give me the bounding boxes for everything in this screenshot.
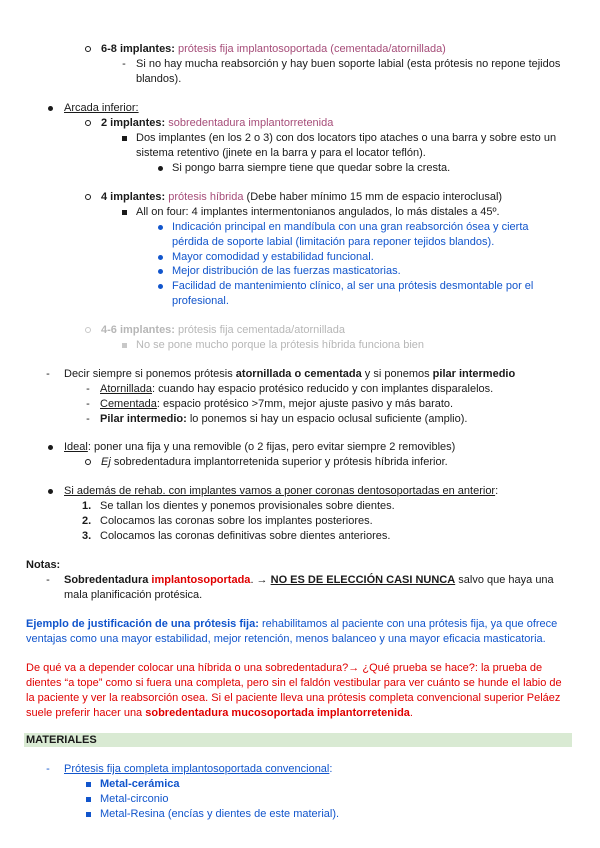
salvo-que-text: salvo que haya una (458, 574, 554, 586)
circle-bullet-icon (82, 116, 94, 131)
all-on-four-text: All on four: 4 implantes intermentonianos angulados, lo más distales a 45º. (136, 206, 500, 218)
dot-bullet-icon (44, 101, 56, 116)
ideal-head: Ideal (64, 441, 88, 453)
dot-bullet-icon (154, 250, 166, 265)
dos-implantes-line1: Dos implantes (en los 2 o 3) con dos locators tipo ataches o una barra y sobre esto un (136, 132, 557, 144)
step-text: Colocamos las coronas definitivas sobre dientes anteriores. (100, 530, 391, 542)
red-paragraph-line3: la paciente y ver la reabsorción osea. Si el paciente lleva una prótesis completa convencional superior Peláez (26, 692, 561, 704)
implantes-2-line (101, 116, 333, 131)
indicacion-principal-line2: pérdida de soporte labial (limitación para reponer tejidos blandos). (172, 236, 495, 248)
si-ademas-colon: : (495, 485, 499, 497)
cementada-head: Cementada (100, 398, 157, 410)
step-number: 1. (82, 500, 92, 512)
notas-line1 (64, 573, 554, 588)
implantes-2-head: 2 implantes: (101, 117, 166, 129)
material-item: Metal-cerámica (100, 778, 180, 790)
mayor-comodidad-text: Mayor comodidad y estabilidad funcional. (172, 251, 374, 263)
decir-siempre-line (64, 367, 515, 382)
arrow-text: . → (250, 574, 268, 586)
reabsorcion-note-line2: blandos). (136, 73, 182, 85)
square-bullet-icon (118, 131, 130, 146)
implantes-6-8-text: prótesis fija implantosoportada (cementada/atornillada) (178, 43, 446, 55)
notas-heading: Notas: (26, 559, 61, 571)
cementada-line (100, 397, 453, 412)
materiales-heading: MATERIALES (26, 734, 97, 746)
dot-bullet-icon (154, 161, 166, 176)
facilidad-mantenimiento-line2: profesional. (172, 295, 229, 307)
protesis-fija-link[interactable]: Prótesis fija completa implantosoportada convencional (64, 763, 330, 775)
espacio-interoclusal-text: (Debe haber mínimo 15 mm de espacio interoclusal) (246, 191, 503, 203)
dos-implantes-line2: sistema retentivo (jinete en la barra y para el locator teflón). (136, 147, 426, 159)
atornillada-line (100, 382, 493, 397)
ejemplo-line (101, 455, 448, 470)
step-number: 2. (82, 515, 92, 527)
implantes-4-6-head: 4-6 implantes: (101, 324, 175, 336)
implantosoportada-text: implantosoportada (151, 574, 251, 586)
dash-bullet-icon: - (46, 368, 50, 380)
facilidad-mantenimiento-line1: Facilidad de mantenimiento clínico, al ser una prótesis desmontable por el (172, 280, 534, 292)
ej-label: Ej (101, 456, 111, 468)
ej-text: sobredentadura implantorretenida superior y prótesis híbrida inferior. (110, 456, 448, 468)
dot-bullet-icon (44, 484, 56, 499)
arcada-inferior-heading: Arcada inferior: (64, 102, 139, 114)
si-ademas-line (64, 484, 498, 499)
ejemplo-justificacion-line1 (26, 617, 557, 632)
dash-bullet-icon: - (86, 383, 90, 395)
dot-bullet-icon (154, 279, 166, 294)
implantes-4-6-text: prótesis fija cementada/atornillada (178, 324, 345, 336)
circle-bullet-icon (82, 42, 94, 57)
square-bullet-icon (82, 792, 94, 807)
ideal-text: : poner una fija y una removible (o 2 fijas, pero evitar siempre 2 removibles) (87, 441, 456, 453)
circle-bullet-icon (82, 323, 94, 338)
dash-bullet-icon: - (86, 398, 90, 410)
protesis-fija-colon: : (329, 763, 333, 775)
pilar-intermedio-head: Pilar intermedio: (100, 413, 187, 425)
decir-siempre-text: Decir siempre si ponemos prótesis (64, 368, 233, 380)
circle-bullet-icon (82, 190, 94, 205)
implantes-4-6-line (101, 323, 345, 338)
period-text: . (409, 707, 413, 719)
ejemplo-justificacion-head: Ejemplo de justificación de una prótesis fija: (26, 618, 259, 630)
ideal-line (64, 440, 455, 455)
barra-cresta-note: Si pongo barra siempre tiene que quedar sobre la cresta. (172, 162, 451, 174)
sobredentadura-text: Sobredentadura (64, 574, 149, 586)
step-text: Se tallan los dientes y ponemos provisionales sobre dientes. (100, 500, 395, 512)
step-number: 3. (82, 530, 92, 542)
implantes-6-8-head: 6-8 implantes: (101, 43, 175, 55)
dot-bullet-icon (44, 440, 56, 455)
dot-bullet-icon (154, 264, 166, 279)
notas-line2: mala planificación protésica. (64, 589, 203, 601)
dot-bullet-icon (154, 220, 166, 235)
indicacion-principal-line1: Indicación principal en mandíbula con una gran reabsorción ósea y cierta (172, 221, 529, 233)
square-bullet-icon (82, 807, 94, 822)
atornillada-cementada-text: atornillada o cementada (235, 368, 362, 380)
no-es-de-eleccion-text: NO ES DE ELECCIÓN CASI NUNCA (270, 574, 456, 586)
implantes-4-line (101, 190, 502, 205)
hibrida-funciona-note: No se pone mucho porque la prótesis híbrida funciona bien (136, 339, 425, 351)
material-item: Metal-circonio (100, 793, 169, 805)
suele-preferir-text: suele preferir hacer una (26, 707, 143, 719)
y-si-ponemos-text: y si ponemos (364, 368, 430, 380)
square-bullet-icon (118, 205, 130, 220)
protesis-fija-link-line (64, 762, 332, 777)
atornillada-desc: : cuando hay espacio protésico reducido y con implantes disparalelos. (151, 383, 494, 395)
red-paragraph-line4 (26, 706, 413, 721)
square-bullet-icon (118, 338, 130, 353)
circle-bullet-icon (82, 455, 94, 470)
sobredentadura-mucosoportada-text: sobredentadura mucosoportada implantorretenida (145, 707, 410, 719)
ejemplo-justificacion-line2: ventajas como una mayor estabilidad, mejor retención, menos balanceo y una mayor eficacia masticatoria. (26, 633, 546, 645)
square-bullet-icon (82, 777, 94, 792)
protesis-hibrida-text: prótesis híbrida (168, 191, 244, 203)
material-item: Metal-Resina (encías y dientes de este material). (100, 808, 340, 820)
pilar-intermedio-text: pilar intermedio (432, 368, 516, 380)
atornillada-head: Atornillada (100, 383, 152, 395)
pilar-intermedio-desc: lo ponemos si hay un espacio oclusal suficiente (amplio). (189, 413, 468, 425)
implantes-6-8-line (101, 42, 446, 57)
dash-bullet-icon: - (122, 58, 126, 70)
cementada-desc: : espacio protésico >7mm, mejor ajuste pasivo y más barato. (156, 398, 454, 410)
red-paragraph-line1: De qué va a depender colocar una híbrida o una sobredentadura?→ ¿Qué prueba se hace?: la prueba de (26, 662, 543, 674)
red-paragraph-line2: dientes “a tope” como si fuera una completa, pero sin el faldón vestibular para ver cuánto se hunde el labio de (26, 677, 562, 689)
mejor-distribucion-text: Mejor distribución de las fuerzas masticatorias. (172, 265, 401, 277)
reabsorcion-note-line1: Si no hay mucha reabsorción y hay buen soporte labial (esta prótesis no repone tejidos (136, 58, 561, 70)
dash-bullet-icon: - (46, 763, 50, 775)
materiales-highlight-band (24, 733, 572, 747)
dash-bullet-icon: - (46, 574, 50, 586)
dash-bullet-icon: - (86, 413, 90, 425)
implantes-2-text: sobredentadura implantorretenida (168, 117, 334, 129)
pilar-intermedio-line (100, 412, 467, 427)
ejemplo-justificacion-text: rehabilitamos al paciente con una prótesis fija, ya que ofrece (261, 618, 558, 630)
implantes-4-head: 4 implantes: (101, 191, 166, 203)
si-ademas-text: Si además de rehab. con implantes vamos a poner coronas dentosoportadas en anterior (64, 485, 496, 497)
step-text: Colocamos las coronas sobre los implantes posteriores. (100, 515, 373, 527)
